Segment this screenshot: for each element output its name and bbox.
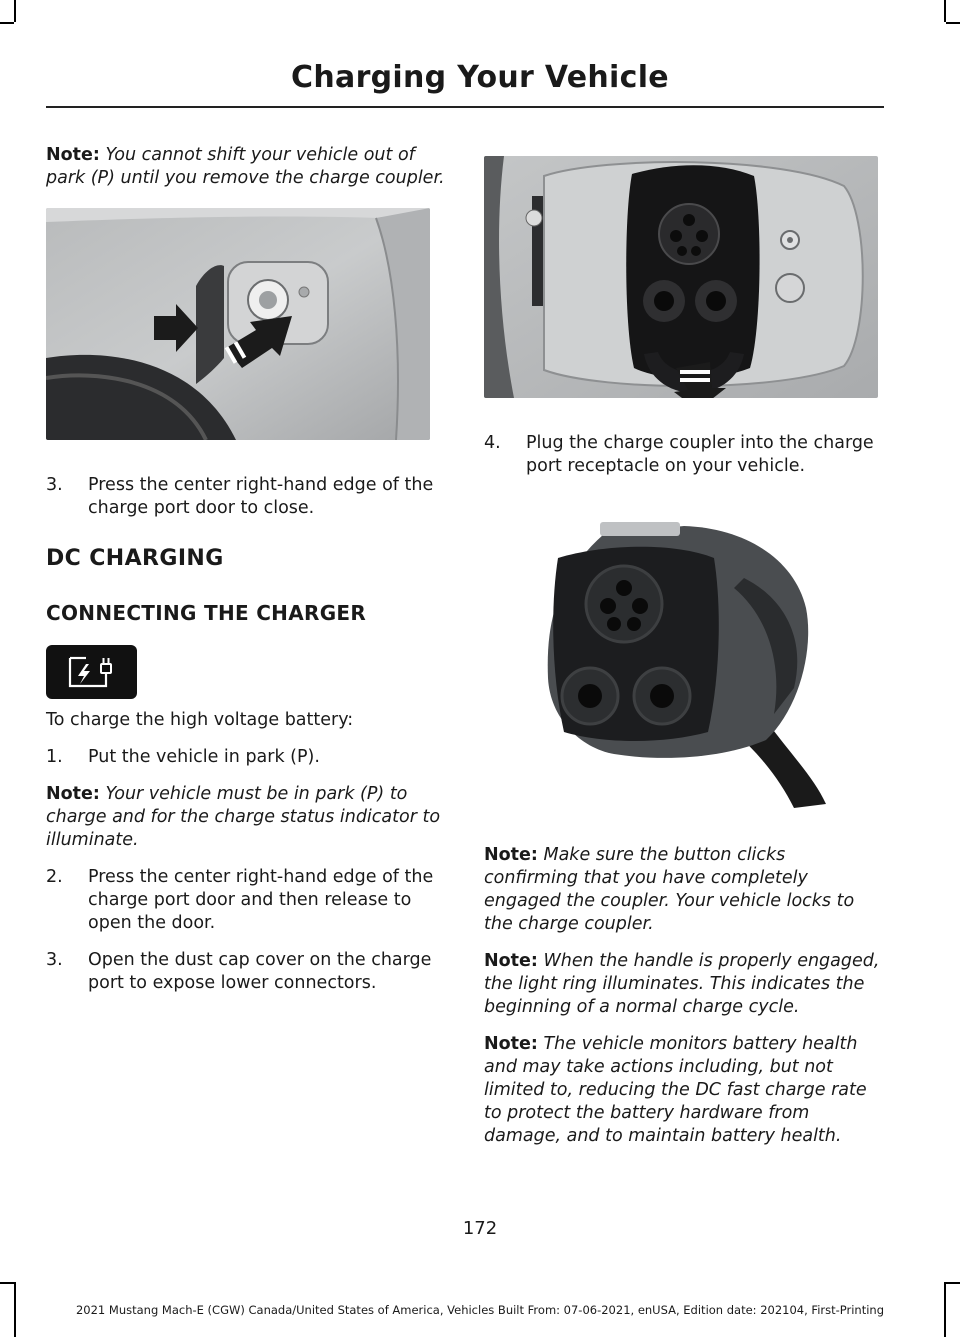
figure-dc-charge-coupler [544, 518, 834, 808]
step-close-door: 3. Press the center right-hand edge of the charge port door to close. [46, 475, 434, 518]
crop-mark-top-right-h [946, 22, 960, 24]
note-park-required: Note: Your vehicle must be in park (P) to charge and for the charge status indicator to illuminate. [46, 784, 441, 850]
page-number: 172 [462, 1218, 498, 1239]
section-heading-dc-charging: DC CHARGING [46, 546, 224, 571]
crop-mark-top-left [14, 0, 16, 22]
crop-mark-top-left-h [0, 22, 14, 24]
left-column [46, 144, 450, 1009]
step-plug-coupler: 4. Plug the charge coupler into the charge port receptacle on your vehicle. [484, 433, 874, 476]
note-button-click: Note: Make sure the button clicks confirming that you have completely engaged the coupler. Your vehicle locks to the charge coupler. [484, 845, 855, 934]
figure-charge-port-door-close [46, 208, 430, 440]
crop-mark-top-right [944, 0, 946, 22]
title-divider [46, 106, 884, 108]
subsection-heading-connecting: CONNECTING THE CHARGER [46, 601, 367, 625]
ev-charge-plug-icon [46, 645, 137, 699]
step-park: 1. Put the vehicle in park (P). [46, 747, 320, 767]
note-light-ring: Note: When the handle is properly engaged, the light ring illuminates. This indicates the beginning of a normal charge cycle. [484, 951, 880, 1017]
figure-dust-cap-open [484, 156, 878, 398]
page-title: Charging Your Vehicle [291, 60, 669, 95]
step-open-dust-cap: 3. Open the dust cap cover on the charge port to expose lower connectors. [46, 950, 432, 993]
charge-intro: To charge the high voltage battery: [46, 710, 354, 730]
right-column [484, 156, 884, 1162]
note-battery-health: Note: The vehicle monitors battery health and may take actions including, but not limited to, reducing the DC fast charge rate to protect the battery hardware from damage, and to maintain battery health. [484, 1034, 867, 1146]
step-open-door: 2. Press the center right-hand edge of the charge port door and then release to open the door. [46, 867, 434, 933]
footer-edition-info: 2021 Mustang Mach-E (CGW) Canada/United States of America, Vehicles Built From: 07-06-2021, enUSA, Edition date: 202104, First-Printing [75, 1303, 884, 1317]
note-shift-park: Note: You cannot shift your vehicle out of park (P) until you remove the charge coupler. [46, 145, 445, 188]
crop-mark-bottom-left-h [0, 1282, 14, 1284]
crop-mark-bottom-right-h [946, 1282, 960, 1284]
